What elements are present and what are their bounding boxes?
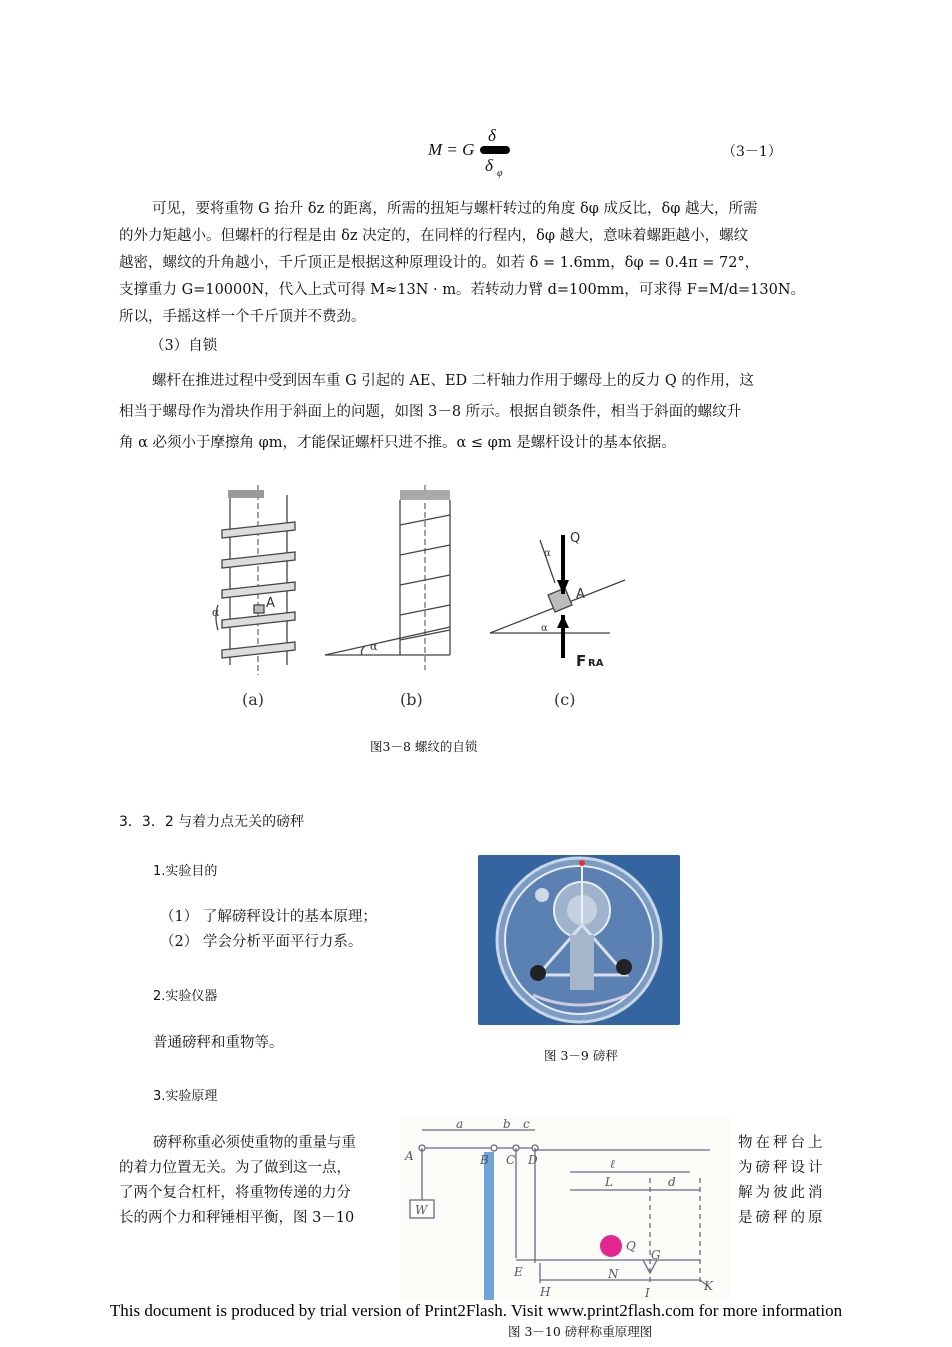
fig39-caption: 图 3－9 磅秤 [544,1048,618,1063]
section-title: 3．3．2 与着力点无关的磅秤 [119,814,305,830]
fig38-caption: 图3－8 螺纹的自锁 [370,739,478,754]
section-3-left-line: 长的两个力和秤锤相平衡，图 3－10 [119,1210,355,1226]
figure-3-10 [400,1118,730,1300]
fig310-label-L: L [605,1175,613,1189]
equation-number: （3－1） [722,144,782,160]
fig310-label-C: C [506,1153,516,1167]
figure-3-8 [200,480,640,720]
list-item: （2） 学会分析平面平行力系。 [160,934,363,950]
section-3-right-line: 是磅秤的原 [738,1210,826,1226]
para2-line-3: 角 α 必须小于摩擦角 φm，才能保证螺杆只进不推。α ≤ φm 是螺杆设计的基本依据。 [119,435,676,451]
unrolled-thread-diagram-b [325,485,450,670]
formula-denominator: δ [485,156,493,175]
fig38-label-A-c: A [576,587,585,602]
formula-lhs: M = G [428,140,475,159]
fig38-label-A: A [266,596,275,611]
section-3-left-line: 了两个复合杠杆，将重物传递的力分 [119,1185,351,1201]
fig310-label-A: A [405,1149,414,1163]
fig310-label-K: K [704,1279,713,1293]
fig38-label-alpha-b: α [370,640,378,653]
trial-version-footer: This document is produced by trial version of Print2Flash. Visit www.print2flash.com for more information [109,1301,843,1320]
fig310-label-d: d [668,1175,676,1189]
fig310-label-b: b [503,1118,511,1131]
fig310-label-G: G [651,1248,661,1262]
scale-photo-drawing [478,855,680,1025]
fig310-caption: 图 3－10 磅秤称重原理图 [508,1324,653,1339]
fig310-label-c: c [523,1118,530,1131]
fig310-label-N: N [608,1267,619,1281]
scale-photo [478,855,680,1025]
fig310-label-Q: Q [626,1239,636,1253]
section-3-right-line: 为磅秤设计 [738,1160,826,1176]
para1-line-4: 支撑重力 G=10000N，代入上式可得 M≈13N · m。若转动力臂 d=100mm，可求得 F=M/d=130N。 [119,282,806,298]
section-3-right-line: 解为彼此消 [738,1185,826,1201]
para1-line-3: 越密，螺纹的升角越小，千斤顶正是根据这种原理设计的。如若 δ = 1.6mm，δφ = 0.4π = 72°， [119,255,760,271]
screw-thread-diagram-a [216,485,295,675]
paragraph-1 [119,196,835,331]
section-1-list [160,905,377,955]
formula-den-subscript: φ [497,168,503,179]
fig310-label-H: H [540,1285,551,1299]
section-3-left-line: 的着力位置无关。为了做到这一点， [119,1160,351,1176]
fig310-label-I: I [645,1286,650,1300]
fig38-label-b: (b) [400,690,423,709]
para1-line-2: 的外力矩越小。但螺杆的行程是由 δz 决定的，在同样的行程内，δφ 越大，意味着螺距越小，螺纹 [119,228,749,244]
formula-numerator: δ [488,126,496,145]
para2-line-1: 螺杆在推进过程中受到因车重 G 引起的 AE、ED 二杆轴力作用于螺母上的反力 Q 的作用，这 [152,373,754,389]
section-3-text-right [738,1131,836,1231]
formula-3-1 [428,126,538,182]
section-3-title: 3.实验原理 [153,1089,218,1104]
fig310-label-B: B [480,1153,489,1167]
list-item: （1） 了解磅秤设计的基本原理； [160,909,377,925]
subheading-self-lock: （3）自锁 [150,338,218,354]
section-3-right-line: 物在秤台上 [738,1135,826,1151]
paragraph-2 [119,366,835,459]
fig310-label-D: D [528,1153,538,1167]
fig38-label-alpha-a: α [212,606,220,619]
para2-line-2: 相当于螺母作为滑块作用于斜面上的问题，如图 3－8 所示。根据自锁条件，相当于斜面的螺纹升 [119,404,742,420]
fig38-label-F: F [576,652,587,670]
fig38-label-a: (a) [242,690,265,709]
fig310-label-l: ℓ [610,1157,615,1171]
fig310-label-E: E [514,1265,523,1279]
section-3-text-left [119,1131,399,1231]
section-1-title: 1.实验目的 [153,864,218,879]
fig38-label-Q: Q [570,531,581,546]
fig38-label-F-subscript: RA [588,658,604,669]
section-2-title: 2.实验仪器 [153,989,218,1004]
section-3-left-line: 磅秤称重必须使重物的重量与重 [153,1135,356,1151]
fig310-label-a: a [456,1118,464,1131]
fig310-label-W: W [415,1203,428,1217]
para1-line-1: 可见，要将重物 G 抬升 δz 的距离，所需的扭矩与螺杆转过的角度 δφ 成反比，δφ 越大，所需 [152,201,758,217]
fraction-bar-redaction [480,146,510,154]
fig38-label-alpha-c2: α [541,623,548,634]
fig38-label-alpha-c1: α [544,548,551,559]
fig38-label-c: (c) [554,690,576,709]
force-diagram-c [490,535,625,658]
para1-line-5: 所以，手摇这样一个千斤顶并不费劲。 [119,309,366,325]
section-2-text: 普通磅秤和重物等。 [153,1035,284,1051]
